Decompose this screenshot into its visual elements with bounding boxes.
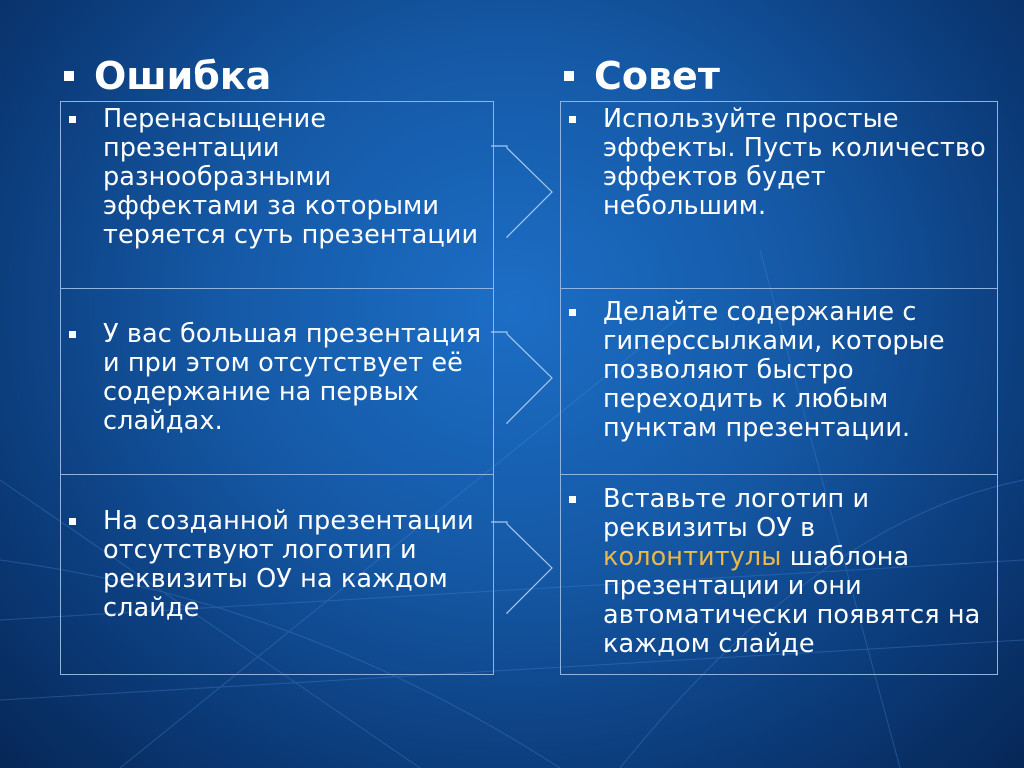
right-heading-text: Совет	[594, 54, 720, 98]
list-item	[61, 105, 493, 250]
advice-text-3: Вставьте логотип и реквизиты ОУ в колонтитулы шаблона презентации и они автоматически появятся на каждом слайде	[603, 484, 981, 659]
advice-text-1: Используйте простые эффекты. Пусть количество эффектов будет небольшим.	[603, 104, 986, 221]
list-item	[61, 320, 493, 436]
right-heading	[560, 54, 720, 98]
mistake-text-2: У вас большая презентация и при этом отсутствует её содержание на первых слайдах.	[103, 319, 482, 436]
mistake-text-3: На созданной презентации отсутствуют логотип и реквизиты ОУ на каждом слайде	[103, 506, 474, 623]
bullet-icon	[69, 331, 76, 338]
arrow-right-icon	[490, 100, 554, 238]
bullet-icon	[569, 496, 576, 503]
arrow-right-icon	[490, 476, 554, 614]
mistake-cell-2	[61, 288, 493, 474]
bullet-square-icon	[564, 71, 574, 81]
advice-column	[560, 101, 998, 675]
highlight-word: колонтитулы	[603, 542, 782, 572]
list-item	[561, 485, 997, 659]
advice-cell-1	[561, 102, 997, 288]
left-heading	[60, 54, 271, 98]
mistake-cell-3	[61, 474, 493, 674]
bullet-icon	[69, 518, 76, 525]
advice-cell-2	[561, 288, 997, 474]
arrow-right-icon	[490, 286, 554, 424]
mistake-column	[60, 101, 494, 675]
bullet-square-icon	[64, 71, 74, 81]
list-item	[561, 105, 997, 221]
left-heading-text: Ошибка	[94, 54, 272, 98]
list-item	[61, 507, 493, 623]
mistake-cell-1	[61, 102, 493, 288]
mistake-text-1: Перенасыщение презентации разнообразными эффектами за которыми теряется суть презентации	[103, 104, 479, 250]
advice-text-2: Делайте содержание с гиперссылками, которые позволяют быстро переходить к любым пунктам презентации.	[603, 297, 945, 443]
bullet-icon	[69, 116, 76, 123]
bullet-icon	[569, 309, 576, 316]
list-item	[561, 298, 997, 443]
advice-cell-3	[561, 474, 997, 674]
bullet-icon	[569, 116, 576, 123]
